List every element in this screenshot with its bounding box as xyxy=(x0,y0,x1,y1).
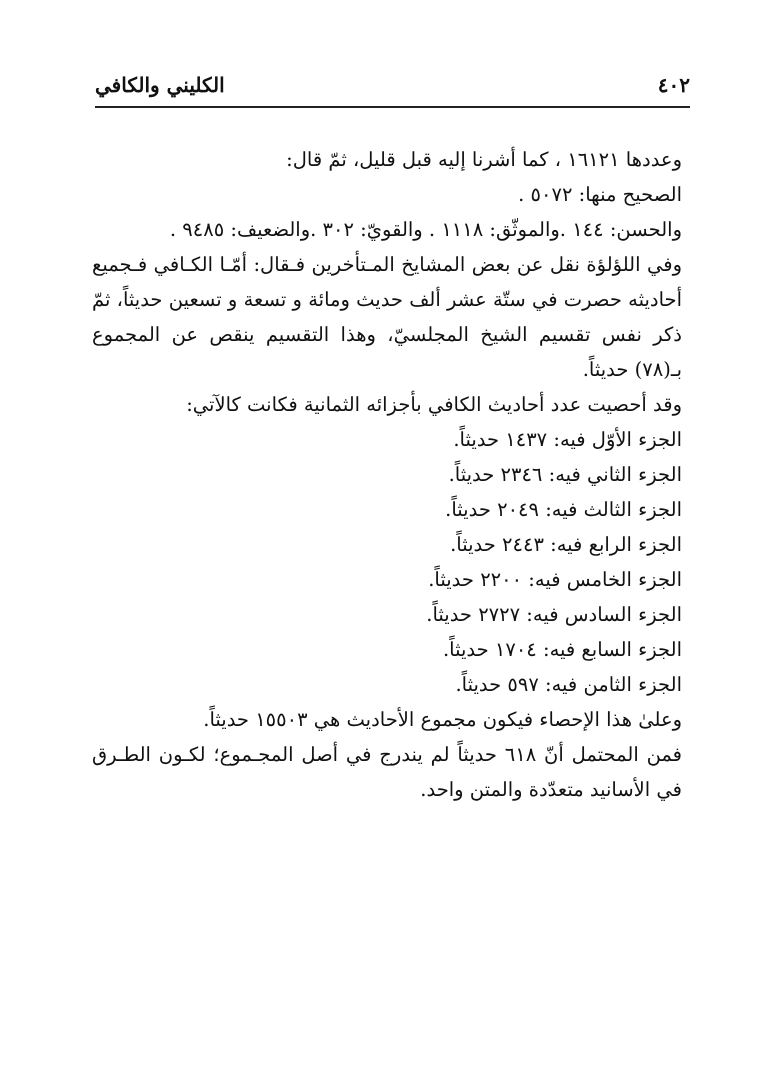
volume-list-item: الجزء السابع فيه: ١٧٠٤ حديثاً. xyxy=(442,638,682,661)
paragraph-lulua: وفي اللؤلؤة نقل عن بعض المشايخ المـتأخرين فـقال: أمّـا الكـافي فـجميع أحاديثه حصرت في ستّة عشر ألف حديث ومائة و تسعة و تسعين حديثاً، ثمّ ذكر نفس تقسيم الشيخ المجلسيّ، وهذا التقسيم ينقص عن المجموع بـ(٧٨) حديثاً. xyxy=(92,253,682,381)
page-number: ٤٠٢ xyxy=(657,73,690,97)
paragraph-count-intro: وقد أحصيت عدد أحاديث الكافي بأجزائه الثمانية فكانت كالآتي: xyxy=(186,393,682,416)
paragraph-total: وعلىٰ هذا الإحصاء فيكون مجموع الأحاديث هي ١٥٥٠٣ حديثاً. xyxy=(203,708,682,731)
volume-list-item: الجزء السادس فيه: ٢٧٢٧ حديثاً. xyxy=(426,603,682,626)
volume-list-item: الجزء الثالث فيه: ٢٠٤٩ حديثاً. xyxy=(445,498,682,521)
volume-list-item: الجزء الرابع فيه: ٢٤٤٣ حديثاً. xyxy=(450,533,682,556)
header-divider xyxy=(95,106,690,108)
paragraph-intro: وعددها ١٦١٢١ ، كما أشرنا إليه قبل قليل، ثمّ قال: xyxy=(286,148,682,171)
volume-list-item: الجزء الثاني فيه: ٢٣٤٦ حديثاً. xyxy=(448,463,682,486)
paragraph-conclusion: فمن المحتمل أنّ ٦١٨ حديثاً لم يندرج في أصل المجـموع؛ لكـون الطـرق في الأسانيد متعدّدة والمتن واحد. xyxy=(92,743,683,801)
volume-list-item: الجزء الأوّل فيه: ١٤٣٧ حديثاً. xyxy=(453,428,682,451)
page-header xyxy=(95,70,690,100)
page-body xyxy=(92,142,692,807)
paragraph-categories: والحسن: ١٤٤ .والموثّق: ١١١٨ . والقويّ: ٣٠٢ .والضعيف: ٩٤٨٥ . xyxy=(169,218,682,241)
paragraph-sahih: الصحيح منها: ٥٠٧٢ . xyxy=(518,183,682,206)
volume-list-item: الجزء الخامس فيه: ٢٢٠٠ حديثاً. xyxy=(428,568,682,591)
running-title: الكليني والكافي xyxy=(95,73,225,97)
volume-list-item: الجزء الثامن فيه: ٥٩٧ حديثاً. xyxy=(455,673,682,696)
